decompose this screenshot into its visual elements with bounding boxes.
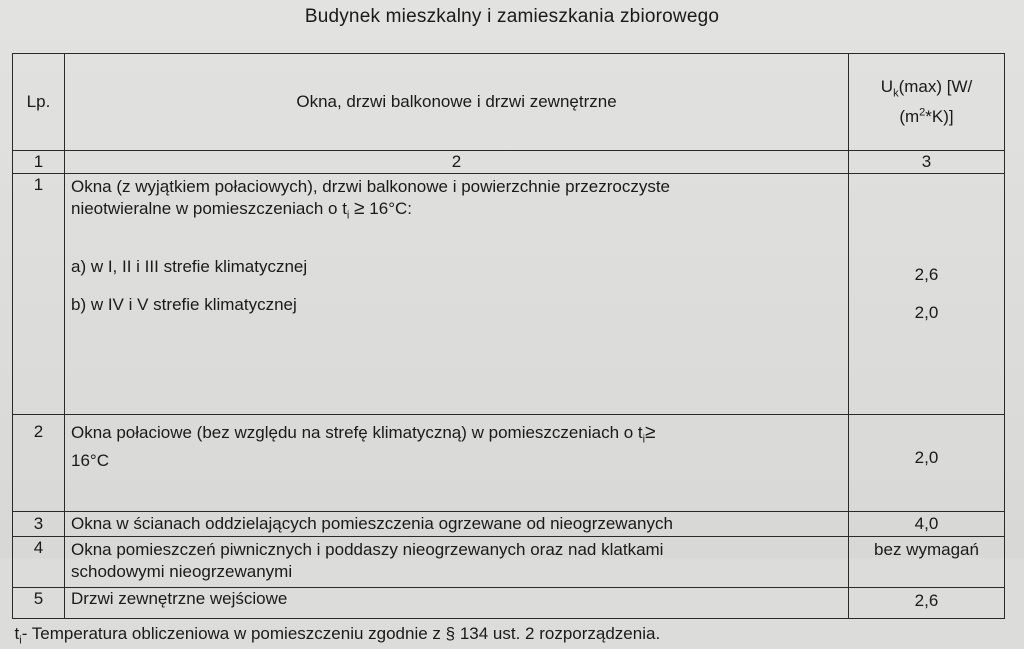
row-value: bez wymagań: [849, 537, 1005, 588]
row-lp: 4: [13, 537, 65, 588]
footnote: [13, 619, 1005, 649]
row-value: 2,6: [849, 588, 1005, 619]
column-index-3: 3: [849, 151, 1005, 174]
header-lp: Lp.: [13, 54, 65, 151]
footnote-text: - Temperatura obliczeniowa w pomieszczeniu zgodnie z § 134 ust. 2 rozporządzenia.: [22, 624, 660, 643]
table-row: [13, 174, 1005, 415]
row-spacer: [71, 220, 842, 246]
row-desc-line1: Okna (z wyjątkiem połaciowych), drzwi balkonowe i powierzchnie przezroczyste: [71, 176, 842, 198]
header-uk-prefix: U: [881, 77, 893, 96]
row-value: 4,0: [849, 512, 1005, 537]
row-desc-line2-text: nieotwieralne w pomieszczeniach o t: [71, 199, 347, 218]
row-sub-a: a) w I, II i III strefie klimatycznej: [71, 246, 842, 286]
footnote-sub: i: [19, 634, 21, 646]
row-lp: 2: [13, 415, 65, 512]
row-value-b: 2,0: [855, 294, 998, 332]
row-lp: 5: [13, 588, 65, 619]
greater-equal-symbol: ≥: [354, 198, 364, 219]
table-row: [13, 512, 1005, 537]
header-uk-line2-a: (m: [899, 107, 919, 126]
footnote-row: [13, 619, 1005, 649]
row-lp: 1: [13, 174, 65, 415]
row-desc-line2: 16°C: [71, 447, 842, 475]
table-row: [13, 415, 1005, 512]
header-uk-max: [849, 54, 1005, 151]
table-header-row: [13, 54, 1005, 151]
row-desc-line2: schodowymi nieogrzewanymi: [71, 561, 842, 583]
column-index-1: 1: [13, 151, 65, 174]
row-desc-line1: Okna pomieszczeń piwnicznych i poddaszy nieogrzewanych oraz nad klatkami: [71, 539, 842, 561]
row-desc-line2-temp: 16°C:: [369, 199, 412, 218]
column-index-2: 2: [65, 151, 849, 174]
header-uk-mid: (max) [W/: [899, 77, 973, 96]
table-row: [13, 537, 1005, 588]
row-description: [65, 537, 849, 588]
requirements-table: [12, 53, 1005, 649]
header-uk-sub: k: [893, 87, 899, 99]
header-description: Okna, drzwi balkonowe i drzwi zewnętrzne: [65, 54, 849, 151]
row-description: Drzwi zewnętrzne wejściowe: [65, 588, 849, 619]
row-value-a: 2,6: [855, 256, 998, 294]
row-desc-line1: [71, 419, 842, 447]
header-uk-line2-b: *K)]: [925, 107, 953, 126]
footnote-symbol: t: [15, 624, 20, 643]
row-desc-line1-text: Okna połaciowe (bez względu na strefę klimatyczną) w pomieszczeniach o t: [71, 423, 643, 442]
row-sub-b: b) w IV i V strefie klimatycznej: [71, 286, 842, 324]
row-description: Okna w ścianach oddzielających pomieszczenia ogrzewane od nieogrzewanych: [65, 512, 849, 537]
row-desc-line2-sub: i: [347, 209, 349, 221]
row-values: [849, 174, 1005, 415]
header-uk-sup: 2: [919, 106, 925, 118]
row-value: 2,0: [849, 415, 1005, 512]
document-title: Budynek mieszkalny i zamieszkania zbiorowego: [0, 6, 1024, 28]
row-description: [65, 174, 849, 415]
row-lp: 3: [13, 512, 65, 537]
greater-equal-symbol: ≥: [645, 422, 655, 443]
row-description: [65, 415, 849, 512]
table-row: [13, 588, 1005, 619]
row-desc-line1-sub: i: [643, 433, 645, 445]
row-desc-line2: [71, 198, 842, 220]
column-index-row: [13, 151, 1005, 174]
